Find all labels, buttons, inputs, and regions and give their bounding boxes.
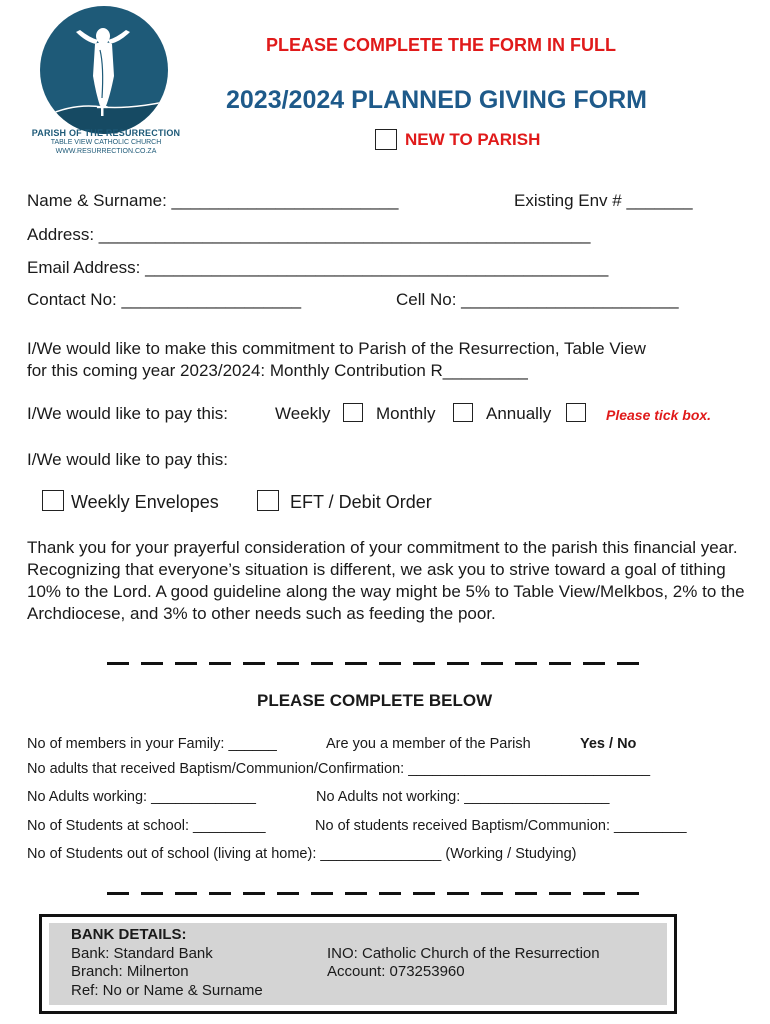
monthly-label: Monthly [376, 404, 436, 423]
family-members-field[interactable]: No of members in your Family: ______ [27, 736, 277, 752]
address-field[interactable]: Address: ____________________________________________________ [27, 225, 591, 244]
bank-details-panel [49, 923, 667, 1005]
bank-details-heading: BANK DETAILS: [71, 926, 187, 943]
annually-checkbox[interactable] [566, 403, 586, 422]
students-out-of-school-field[interactable]: No of Students out of school (living at home): _______________ (Working / Studying) [27, 846, 577, 862]
existing-env-field[interactable]: Existing Env # _______ [514, 191, 693, 210]
bank-account: Account: 073253960 [327, 963, 465, 980]
risen-christ-icon [40, 6, 168, 134]
method-prompt: I/We would like to pay this: [27, 450, 228, 469]
eft-label: EFT / Debit Order [290, 492, 432, 512]
bank-name: Bank: Standard Bank [71, 945, 213, 962]
name-field[interactable]: Name & Surname: ________________________ [27, 191, 399, 210]
member-yes-no[interactable]: Yes / No [580, 736, 637, 752]
logo-church-name: TABLE VIEW CATHOLIC CHURCH [50, 139, 162, 146]
eft-checkbox[interactable] [257, 490, 279, 511]
commitment-line-1: I/We would like to make this commitment to Parish of the Resurrection, Table View [27, 339, 646, 358]
new-to-parish-checkbox[interactable] [375, 129, 397, 150]
email-field[interactable]: Email Address: _________________________________________________ [27, 258, 609, 277]
frequency-prompt: I/We would like to pay this: [27, 404, 228, 423]
parish-logo [40, 6, 168, 134]
adults-working-field[interactable]: No Adults working: _____________ [27, 789, 256, 805]
students-sacraments-field[interactable]: No of students received Baptism/Communion: _________ [315, 818, 687, 834]
bank-ino: INO: Catholic Church of the Resurrection [327, 945, 600, 962]
form-instruction: PLEASE COMPLETE THE FORM IN FULL [266, 35, 616, 55]
adult-sacraments-field[interactable]: No adults that received Baptism/Communion/Confirmation: ______________________________ [27, 761, 651, 777]
bank-details-box [39, 914, 677, 1014]
tick-box-note: Please tick box. [606, 407, 712, 423]
complete-below-heading: PLEASE COMPLETE BELOW [257, 691, 493, 710]
new-to-parish-label: NEW TO PARISH [405, 130, 541, 149]
bank-reference: Ref: No or Name & Surname [71, 982, 263, 999]
logo-parish-name: PARISH OF THE RESURRECTION [31, 128, 181, 138]
member-question: Are you a member of the Parish [326, 736, 531, 752]
monthly-checkbox[interactable] [453, 403, 473, 422]
weekly-label: Weekly [275, 404, 331, 423]
thank-you-paragraph: Thank you for your prayerful consideration of your commitment to the parish this financial year. Recognizing that everyone’s situation is different, we ask you to strive toward a goal of tithing 10% to the Lord. A good guideline along the way might be 5% to Table View/Melkbos, 2% to the Archdiocese, and 3% to other needs such as feeding the poor. [27, 538, 745, 623]
annually-label: Annually [486, 404, 552, 423]
weekly-envelopes-checkbox[interactable] [42, 490, 64, 511]
cell-field[interactable]: Cell No: _______________________ [396, 290, 679, 309]
logo-website: WWW.RESURRECTION.CO.ZA [55, 148, 157, 155]
cut-line-top [107, 662, 647, 666]
weekly-envelopes-label: Weekly Envelopes [71, 492, 219, 512]
students-school-field[interactable]: No of Students at school: _________ [27, 818, 266, 834]
form-title: 2023/2024 PLANNED GIVING FORM [226, 86, 647, 114]
weekly-checkbox[interactable] [343, 403, 363, 422]
contact-field[interactable]: Contact No: ___________________ [27, 290, 302, 309]
commitment-line-2[interactable]: for this coming year 2023/2024: Monthly Contribution R_________ [27, 361, 528, 380]
bank-branch: Branch: Milnerton [71, 963, 189, 980]
cut-line-bottom [107, 892, 647, 896]
adults-not-working-field[interactable]: No Adults not working: __________________ [316, 789, 610, 805]
